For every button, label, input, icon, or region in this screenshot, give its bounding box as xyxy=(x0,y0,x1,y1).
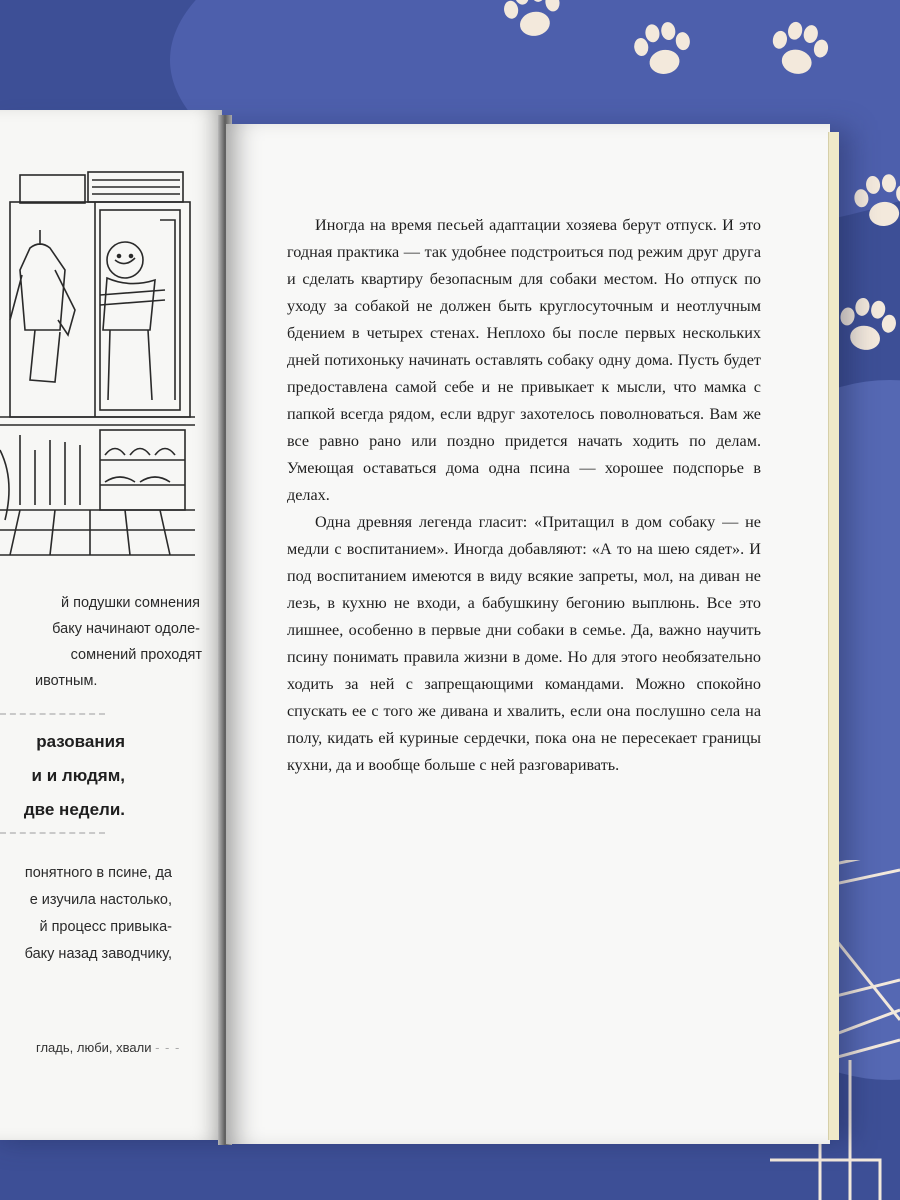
quote-line: разования xyxy=(36,732,125,751)
paragraph: Иногда на время песьей адаптации хозяева берут отпуск. И это годная практика — так удобнее подстроиться под режим друг друга и сделать квартиру безопасным для собаки местом. Но отпуск по уходу за собакой не должен быть круглосуточным и неотлучным бдением в четырех стенах. Неплохо бы после первых нескольких дней потихоньку начинать оставлять собаку одну дома. Пусть будет предоставлена самой себе и не привыкает к мысли, что мамка с папкой всегда рядом, если вдруг захотелось поволноваться. Вам же все равно рано или поздно придется начать ходить по делам. Умеющая оставаться дома одна псина — хорошее подспорье в делах. xyxy=(287,216,761,504)
wardrobe-illustration xyxy=(0,160,200,630)
text-line: ивотным. xyxy=(35,673,98,689)
paw-print-icon xyxy=(845,165,900,242)
divider xyxy=(0,832,105,834)
running-footer xyxy=(36,1040,180,1055)
paw-print-icon xyxy=(623,11,702,90)
pull-quote xyxy=(0,725,125,827)
text-line: й подушки сомнения xyxy=(60,595,200,611)
footer-text: гладь, люби, хвали xyxy=(36,1040,152,1055)
divider xyxy=(0,713,105,715)
text-line: сомнений проходят xyxy=(70,647,202,663)
text-line: понятного в псине, да xyxy=(24,865,172,881)
left-body-text xyxy=(0,590,200,694)
text-line: й процесс привыка- xyxy=(39,919,172,935)
footer-dashes: - - - xyxy=(155,1040,181,1055)
page-edge xyxy=(828,132,839,1140)
left-page xyxy=(0,110,222,1140)
paw-print-icon xyxy=(757,9,840,92)
text-line: баку начинают одоле- xyxy=(52,621,200,637)
quote-line: и и людям, xyxy=(31,766,125,785)
quote-line: две недели. xyxy=(23,800,125,819)
paragraph: Одна древняя легенда гласит: «Притащил в дом собаку — не медли с воспитанием». Иногда добавляют: «А то на шею сядет». И под воспитанием имеются в виду всякие запреты, мол, на диван не лезь, в кухню не входи, а бабушкину бегонию выплюнь. Все это лишнее, особенно в первые дни собаки в семье. Да, важно научить псину понимать правила жизни в доме. Но для этого необязательно ходить за ней с запрещающими командами. Можно спокойно спускать ее с того же дивана и хвалить, если она послушно села на полу, кидать ей куриные сердечки, пока она не пересекает границы кухни, да и вообще больше с ней разговаривать. xyxy=(287,513,761,774)
right-page xyxy=(226,124,830,1144)
right-body-text xyxy=(287,212,761,779)
text-line: е изучила настолько, xyxy=(29,892,172,908)
text-line: баку назад заводчику, xyxy=(24,946,172,962)
left-body-text-2 xyxy=(0,860,172,968)
